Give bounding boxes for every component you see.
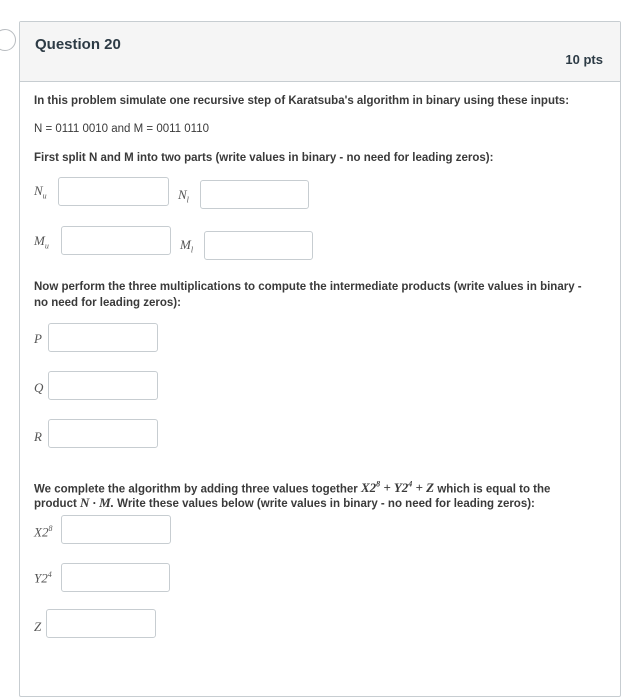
p-input[interactable] [48,323,158,352]
question-header [20,22,620,82]
multiply-instruction-2: no need for leading zeros): [34,297,181,309]
inputs-line: N = 0111 0010 and M = 0011 0110 [34,123,209,135]
question-points: 10 pts [565,52,603,67]
complete-line-1: We complete the algorithm by adding three values together $X2^8 + Y2^4 + Z$ which is equal to the [34,480,551,496]
nl-input[interactable] [200,180,309,209]
mu-label: $M_u$ [34,233,49,251]
q-label: Q [34,380,44,395]
ml-label: $M_l$ [180,237,194,255]
ml-input[interactable] [204,231,313,260]
z-input[interactable] [46,609,156,638]
q-input[interactable] [48,371,158,400]
mu-input[interactable] [61,226,171,255]
x-input[interactable] [61,515,171,544]
nl-label: $N_l$ [178,187,189,205]
previous-question-icon[interactable] [0,29,16,51]
x-label: $X2^8$ [34,524,53,540]
p-label: P [34,331,42,346]
complete-line-2: product N · M. Write these values below (write values in binary - no need for leading zeros): [34,495,535,510]
r-input[interactable] [48,419,158,448]
y-input[interactable] [61,563,170,592]
intro-text: In this problem simulate one recursive step of Karatsuba's algorithm in binary using these inputs: [34,95,570,107]
question-title: Question 20 [35,36,121,53]
nu-label: $N_u$ [34,183,47,201]
r-label: R [34,429,42,444]
split-instruction: First split N and M into two parts (write values in binary - no need for leading zeros): [34,152,494,164]
y-label: $Y2^4$ [34,570,52,586]
multiply-instruction-1: Now perform the three multiplications to compute the intermediate products (write values in binary - [34,281,582,293]
z-label: Z [34,619,42,634]
nu-input[interactable] [58,177,169,206]
